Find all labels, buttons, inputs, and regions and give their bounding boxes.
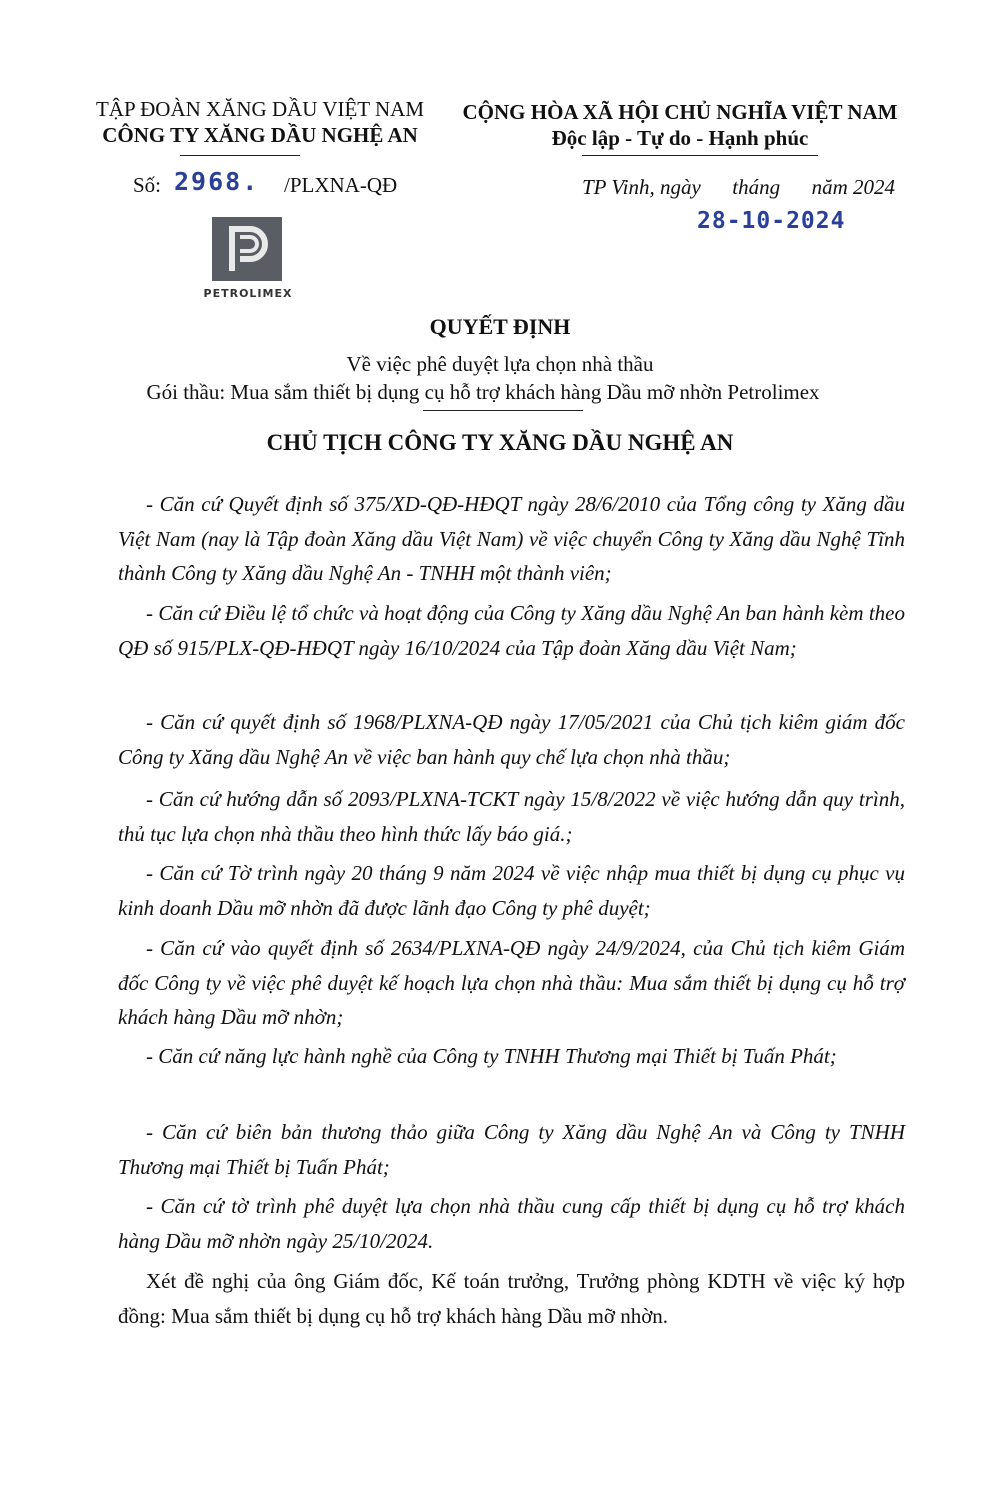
subject-line-1: Về việc phê duyệt lựa chọn nhà thầu [346, 352, 654, 376]
place-and-date: TP Vinh, ngày tháng năm 2024 [582, 175, 896, 199]
document-number-label: Số: [133, 173, 162, 197]
legal-basis-8: - Căn cứ biên bản thương thảo giữa Công ty Xăng dầu Nghệ An và Công ty TNHH Thương mại Thiết bị Tuấn Phát; [118, 1120, 905, 1179]
legal-basis-4: - Căn cứ hướng dẫn số 2093/PLXNA-TCKT ngày 15/8/2022 về việc hướng dẫn quy trình, thủ tục lựa chọn nhà thầu theo hình thức lấy báo giá.; [118, 787, 905, 846]
issuing-authority: CHỦ TỊCH CÔNG TY XĂNG DẦU NGHỆ AN [266, 430, 734, 455]
legal-basis-6: - Căn cứ vào quyết định số 2634/PLXNA-QĐ ngày 24/9/2024, của Chủ tịch kiêm Giám đốc Công ty về việc phê duyệt kế hoạch lựa chọn nhà thầu: Mua sắm thiết bị dụng cụ hỗ trợ khách hàng Dầu mỡ nhờn; [118, 936, 905, 1029]
legal-basis-1: - Căn cứ Quyết định số 375/XD-QĐ-HĐQT ngày 28/6/2010 của Tổng công ty Xăng dầu Việt Nam (nay là Tập đoàn Xăng dầu Việt Nam) về việc chuyển Công ty Xăng dầu Nghệ Tĩnh thành Công ty Xăng dầu Nghệ An - TNHH một thành viên; [118, 492, 905, 585]
legal-basis-9: - Căn cứ tờ trình phê duyệt lựa chọn nhà thầu cung cấp thiết bị dụng cụ hỗ trợ khách hàng Dầu mỡ nhờn ngày 25/10/2024. [118, 1194, 905, 1253]
proposal-paragraph: Xét đề nghị của ông Giám đốc, Kế toán trưởng, Trưởng phòng KDTH về việc ký hợp đồng: Mua sắm thiết bị dụng cụ hỗ trợ khách hàng Dầu mỡ nhờn. [118, 1269, 905, 1328]
right-header-rule [582, 155, 818, 156]
national-motto: Độc lập - Tự do - Hạnh phúc [551, 126, 809, 150]
parent-organization: TẬP ĐOÀN XĂNG DẦU VIỆT NAM [95, 97, 425, 121]
issuing-organization: CÔNG TY XĂNG DẦU NGHỆ AN [102, 123, 418, 147]
logo-caption: PETROLIMEX [203, 287, 293, 300]
date-stamp: 28-10-2024 [697, 208, 846, 234]
petrolimex-logo-mark [212, 217, 282, 281]
country-name: CỘNG HÒA XÃ HỘI CHỦ NGHĨA VIỆT NAM [462, 100, 898, 124]
petrolimex-logo [212, 217, 282, 281]
legal-basis-2: - Căn cứ Điều lệ tổ chức và hoạt động của Công ty Xăng dầu Nghệ An ban hành kèm theo QĐ số 915/PLX-QĐ-HĐQT ngày 16/10/2024 của Tập đoàn Xăng dầu Việt Nam; [118, 601, 905, 660]
left-header-rule [180, 155, 300, 156]
legal-basis-3: - Căn cứ quyết định số 1968/PLXNA-QĐ ngày 17/05/2021 của Chủ tịch kiêm giám đốc Công ty Xăng dầu Nghệ An về việc ban hành quy chế lựa chọn nhà thầu; [118, 710, 905, 769]
legal-basis-7: - Căn cứ năng lực hành nghề của Công ty TNHH Thương mại Thiết bị Tuấn Phát; [146, 1044, 837, 1068]
document-type: QUYẾT ĐỊNH [429, 314, 571, 339]
legal-basis-5: - Căn cứ Tờ trình ngày 20 tháng 9 năm 2024 về việc nhập mua thiết bị dụng cụ phục vụ kinh doanh Dầu mỡ nhờn đã được lãnh đạo Công ty phê duyệt; [118, 861, 905, 920]
subject-rule [423, 410, 583, 411]
document-number-stamp: 2968. [174, 167, 260, 196]
document-number-suffix: /PLXNA-QĐ [284, 173, 398, 197]
subject-line-2: Gói thầu: Mua sắm thiết bị dụng cụ hỗ trợ khách hàng Dầu mỡ nhờn Petrolimex [146, 380, 820, 404]
